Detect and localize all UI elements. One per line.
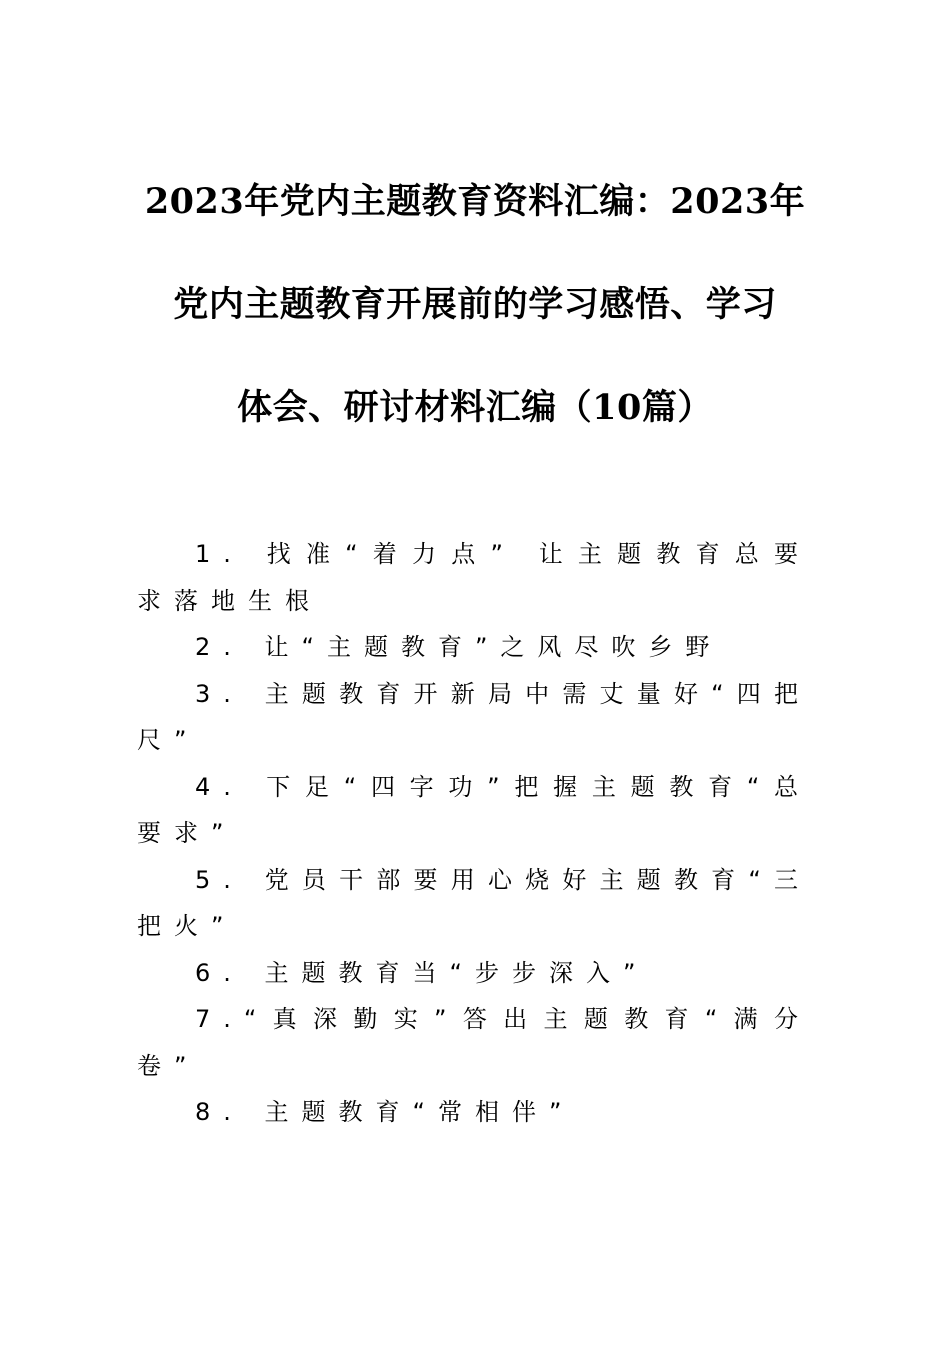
title-line-2: 党内主题教育开展前的学习感悟、学习 xyxy=(173,284,777,325)
document-title xyxy=(120,150,830,459)
title-line-1: 2023年党内主题教育资料汇编：2023年 xyxy=(144,181,806,222)
title-line-3: 体会、研讨材料汇编（10篇） xyxy=(237,387,713,428)
toc-item-1: 1. 找准“着力点” 让主题教育总要求落地生根 xyxy=(137,540,811,615)
toc-item-7: 7.“真深勤实”答出主题教育“满分卷” xyxy=(137,1005,811,1080)
table-of-contents xyxy=(137,531,811,1136)
toc-item-5: 5. 党员干部要用心烧好主题教育“三把火” xyxy=(137,865,811,940)
toc-item-6: 6. 主题教育当“步步深入” xyxy=(195,958,649,987)
toc-item-4: 4. 下足“四字功”把握主题教育“总要求” xyxy=(137,772,811,847)
toc-item-8: 8. 主题教育“常相伴” xyxy=(195,1098,575,1126)
toc-item-2: 2. 让“主题教育”之风尽吹乡野 xyxy=(195,633,723,661)
toc-item-3: 3. 主题教育开新局中需丈量好“四把尺” xyxy=(137,679,811,754)
